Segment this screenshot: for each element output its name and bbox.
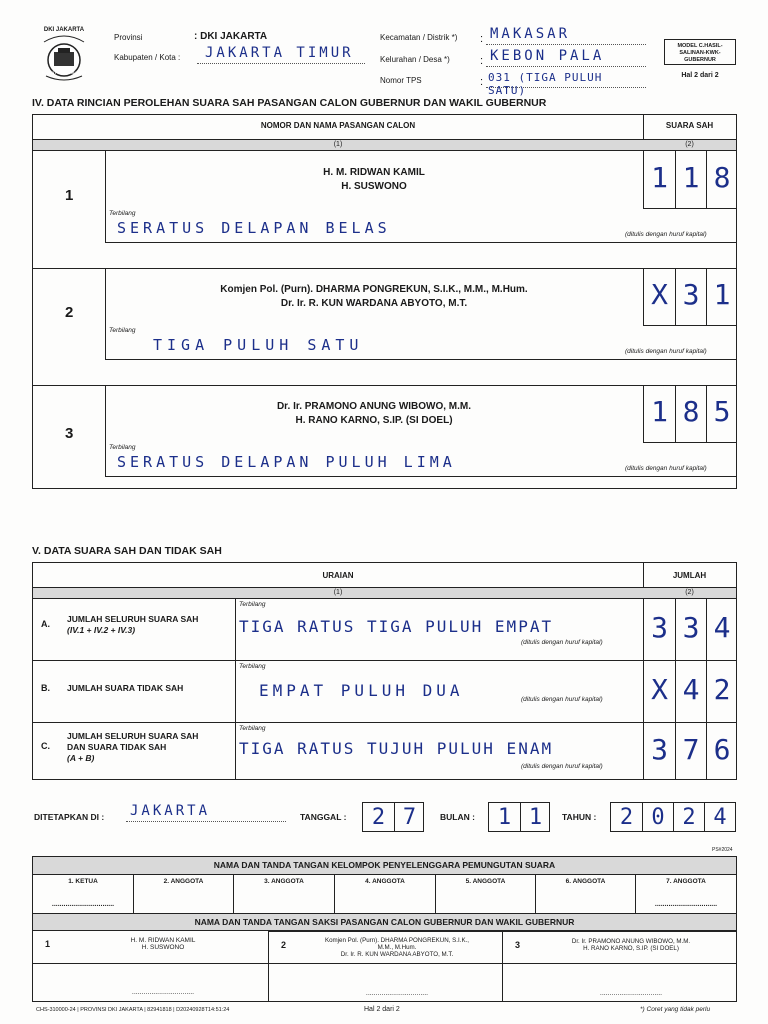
saksi-name-3: Dr. Ir. R. KUN WARDANA ABYOTO, M.T. <box>340 951 454 958</box>
tps-field[interactable] <box>486 69 646 97</box>
sig-dots: ................................ <box>365 990 429 997</box>
vote-digits <box>643 661 737 722</box>
vote-digit[interactable]: 8 <box>675 385 706 443</box>
s4-number-row <box>33 139 736 151</box>
kpps-title-text: NAMA DAN TANDA TANGAN KELOMPOK PENYELENGGARA PEMUNGUTAN SUARA <box>213 860 556 870</box>
terbilang-value[interactable]: TIGA RATUS TUJUH PULUH ENAM <box>239 739 554 758</box>
summary-row <box>33 723 736 779</box>
vote-digits <box>643 151 736 209</box>
kpps-col[interactable] <box>233 875 334 913</box>
saksi-name-2: H. RANO KARNO, S.IP. (SI DOEL) <box>583 945 679 952</box>
s5-col2-header: JUMLAH <box>672 571 707 580</box>
saksi-name-1: Komjen Pol. (Purn). DHARMA PONGREKUN, S.I.K., <box>324 937 470 944</box>
saksi-name-2: H. SUSWONO <box>141 944 185 951</box>
footer-center: Hal 2 dari 2 <box>364 1006 400 1013</box>
ditetapkan-field[interactable] <box>126 803 286 822</box>
candidate-row <box>33 268 736 360</box>
terbilang-value[interactable]: TIGA RATUS TIGA PULUH EMPAT <box>239 617 554 636</box>
terbilang-label: Terbilang <box>109 210 136 217</box>
candidate-name-1: Dr. Ir. PRAMONO ANUNG WIBOWO, M.M. <box>276 401 472 412</box>
summary-row <box>33 661 736 723</box>
vote-digits <box>643 268 736 326</box>
sig-dots: ................................ <box>51 901 115 908</box>
terbilang-value[interactable]: SERATUS DELAPAN PULUH LIMA <box>117 453 456 471</box>
date-digit: 7 <box>394 803 424 831</box>
date-digit: 2 <box>619 805 634 830</box>
bulan-box[interactable] <box>488 802 550 832</box>
vote-digit[interactable]: X <box>651 673 668 706</box>
kpps-col[interactable] <box>334 875 435 913</box>
s5-col1-num: (1) <box>333 589 343 596</box>
sig-dots: ................................ <box>654 901 718 908</box>
terbilang-label: Terbilang <box>239 725 266 732</box>
tanggal-label: TANGGAL : <box>300 812 347 822</box>
kpps-col[interactable] <box>435 875 535 913</box>
s5-col2-num: (2) <box>685 589 694 596</box>
sig-dots: ................................ <box>599 990 663 997</box>
form-code: PS#2024 <box>712 847 733 853</box>
kpps-col-label: 2. ANGGOTA <box>163 878 204 885</box>
saksi-number: 3 <box>515 940 521 950</box>
candidate-name-2: H. SUSWONO <box>341 181 407 192</box>
vote-digit[interactable]: 3 <box>675 268 706 326</box>
kpps-title <box>33 857 736 875</box>
vote-digit[interactable]: 1 <box>706 268 737 326</box>
saksi-title-text: NAMA DAN TANDA TANGAN SAKSI PASANGAN CALON GUBERNUR DAN WAKIL GUBERNUR <box>194 917 575 927</box>
candidate-number: 2 <box>65 304 74 321</box>
vote-digit[interactable]: 4 <box>675 661 706 722</box>
footer-left: CHS-310000-24 | PROVINSI DKI JAKARTA | 82941818 | D20240928T14:51:24 <box>36 1007 230 1013</box>
capital-note: (ditulis dengan huruf kapital) <box>521 696 603 703</box>
candidate-name-2: H. RANO KARNO, S.IP. (SI DOEL) <box>295 415 453 426</box>
saksi-sign-line <box>33 963 736 964</box>
vote-digits <box>643 723 737 779</box>
date-digit: 0 <box>642 803 673 831</box>
s4-col2-num: (2) <box>685 141 694 148</box>
logo-top-text: DKI JAKARTA <box>43 27 85 33</box>
kecamatan-field[interactable] <box>486 26 646 45</box>
candidate-name-1: Komjen Pol. (Purn). DHARMA PONGREKUN, S.I.K., M.M., M.Hum. <box>220 284 528 295</box>
saksi-title <box>33 913 736 931</box>
capital-note: (ditulis dengan huruf kapital) <box>625 348 707 355</box>
kelurahan-colon: : <box>480 55 484 67</box>
vote-digit[interactable]: 2 <box>706 661 737 722</box>
tps-value: 031 (TIGA PULUH SATU) <box>488 71 603 97</box>
saksi-row <box>33 931 736 1001</box>
kpps-col-label: 3. ANGGOTA <box>264 878 304 885</box>
date-digit: 2 <box>371 805 386 830</box>
vote-digit[interactable]: 3 <box>675 599 706 660</box>
row-separator <box>33 360 736 386</box>
saksi-col[interactable] <box>33 931 268 1001</box>
saksi-number: 1 <box>45 939 51 949</box>
date-digit: 4 <box>704 803 735 831</box>
row-label: JUMLAH SELURUH SUARA SAH <box>67 614 199 624</box>
date-digit: 2 <box>673 803 704 831</box>
terbilang-label: Terbilang <box>239 663 266 670</box>
kpps-row <box>33 875 736 913</box>
section4-title: IV. DATA RINCIAN PEROLEHAN SUARA SAH PASANGAN CALON GUBERNUR DAN WAKIL GUBERNUR <box>32 97 547 109</box>
terbilang-value[interactable]: EMPAT PULUH DUA <box>259 681 464 700</box>
kpps-col-label: 5. ANGGOTA <box>465 878 506 885</box>
kpps-col[interactable] <box>33 875 133 913</box>
row-letter: C. <box>41 741 50 751</box>
saksi-name-2: M.M., M.Hum. <box>377 944 417 951</box>
row-letter: B. <box>41 683 50 693</box>
model-box <box>664 39 736 65</box>
kelurahan-value: KEBON PALA <box>490 48 605 64</box>
row-sub: (IV.1 + IV.2 + IV.3) <box>67 625 136 635</box>
tahun-label: TAHUN : <box>562 812 597 822</box>
row-label: JUMLAH SELURUH SUARA SAH <box>67 731 199 741</box>
tanggal-box[interactable] <box>362 802 424 832</box>
saksi-name-1: H. M. RIDWAN KAMIL <box>130 937 196 944</box>
candidate-name-1: H. M. RIDWAN KAMIL <box>323 167 425 178</box>
terbilang-value[interactable]: SERATUS DELAPAN BELAS <box>117 219 391 237</box>
kecamatan-value: MAKASAR <box>490 26 571 42</box>
summary-row <box>33 599 736 661</box>
section5-table <box>32 562 737 780</box>
vote-digit[interactable]: 3 <box>651 733 668 766</box>
section5-title: V. DATA SUARA SAH DAN TIDAK SAH <box>32 545 222 557</box>
tps-colon: : <box>480 76 484 88</box>
provinsi-label: Provinsi <box>114 33 143 42</box>
vote-digit[interactable]: 1 <box>675 151 706 209</box>
kabupaten-value: JAKARTA TIMUR <box>205 45 354 61</box>
terbilang-label: Terbilang <box>109 444 136 451</box>
s5-col1-header: URAIAN <box>322 571 354 580</box>
provinsi-value: : DKI JAKARTA <box>194 31 268 42</box>
capital-note: (ditulis dengan huruf kapital) <box>521 763 603 770</box>
kabupaten-label: Kabupaten / Kota : <box>114 53 181 62</box>
saksi-number: 2 <box>281 940 287 950</box>
kpps-col[interactable] <box>133 875 233 913</box>
kpps-col-label: 6. ANGGOTA <box>565 878 606 885</box>
s5-number-row <box>33 587 736 599</box>
saksi-name-1: Dr. Ir. PRAMONO ANUNG WIBOWO, M.M. <box>571 938 691 945</box>
kecamatan-label: Kecamatan / Distrik *) <box>380 33 458 42</box>
page-indicator: Hal 2 dari 2 <box>681 72 719 79</box>
vote-digits <box>643 599 737 660</box>
candidate-number: 1 <box>65 187 74 204</box>
ditetapkan-place: JAKARTA <box>130 803 211 819</box>
terbilang-label: Terbilang <box>109 327 136 334</box>
vote-digit[interactable]: 8 <box>706 151 737 209</box>
candidate-row <box>33 385 736 488</box>
bulan-label: BULAN : <box>440 812 475 822</box>
logo-bottom-text: KOMISI PEMILIHAN UMUM <box>41 71 87 75</box>
vote-digit[interactable]: 3 <box>651 611 668 644</box>
kpps-col[interactable] <box>635 875 736 913</box>
date-digit: 1 <box>520 803 550 831</box>
footer-right: *) Coret yang tidak perlu <box>640 1006 711 1013</box>
row-letter: A. <box>41 619 50 629</box>
terbilang-value[interactable]: TIGA PULUH SATU <box>153 336 364 354</box>
kelurahan-field[interactable] <box>486 48 646 67</box>
kecamatan-colon: : <box>480 33 484 45</box>
kpu-logo <box>36 28 92 88</box>
vote-digit[interactable]: 7 <box>675 723 706 779</box>
vote-digit[interactable]: 6 <box>706 723 737 779</box>
candidate-number: 3 <box>65 425 74 442</box>
kabupaten-field[interactable] <box>197 45 365 64</box>
row-sub2: (A + B) <box>67 753 95 763</box>
row-separator <box>33 243 736 269</box>
saksi-col[interactable] <box>502 931 736 1001</box>
vote-digit[interactable]: 1 <box>651 395 668 428</box>
s4-col2-header: SUARA SAH <box>665 121 714 130</box>
capital-note: (ditulis dengan huruf kapital) <box>521 639 603 646</box>
vote-digit[interactable]: 4 <box>706 599 737 660</box>
date-digit: 1 <box>497 805 512 830</box>
kpps-col[interactable] <box>535 875 635 913</box>
s4-col1-header: NOMOR DAN NAMA PASANGAN CALON <box>260 121 416 130</box>
vote-digit[interactable]: 1 <box>651 161 668 194</box>
kpps-col-label: 7. ANGGOTA <box>666 878 706 885</box>
ditetapkan-label: DITETAPKAN DI : <box>34 812 105 822</box>
vote-digit[interactable]: 5 <box>706 385 737 443</box>
terbilang-label: Terbilang <box>239 601 266 608</box>
candidate-row <box>33 151 736 243</box>
saksi-col[interactable] <box>268 931 502 1001</box>
vote-digit[interactable]: X <box>651 278 668 311</box>
kelurahan-label: Kelurahan / Desa *) <box>380 55 450 64</box>
s4-col1-num: (1) <box>333 141 343 148</box>
section4-table <box>32 114 737 489</box>
capital-note: (ditulis dengan huruf kapital) <box>625 231 707 238</box>
model-text: MODEL C.HASIL-SALINAN-KWK-GUBERNUR <box>677 43 723 63</box>
row-label: JUMLAH SUARA TIDAK SAH <box>67 683 184 693</box>
capital-note: (ditulis dengan huruf kapital) <box>625 465 707 472</box>
vote-digits <box>643 385 736 443</box>
tahun-box[interactable] <box>610 802 736 832</box>
row-sub: DAN SUARA TIDAK SAH <box>67 742 167 752</box>
signature-table <box>32 856 737 1002</box>
candidate-name-2: Dr. Ir. R. KUN WARDANA ABYOTO, M.T. <box>280 298 468 309</box>
tps-label: Nomor TPS <box>380 76 422 85</box>
kpps-col-label: 4. ANGGOTA <box>365 878 405 885</box>
kpps-col-label: 1. KETUA <box>68 878 98 885</box>
sig-dots: ................................ <box>131 989 195 996</box>
